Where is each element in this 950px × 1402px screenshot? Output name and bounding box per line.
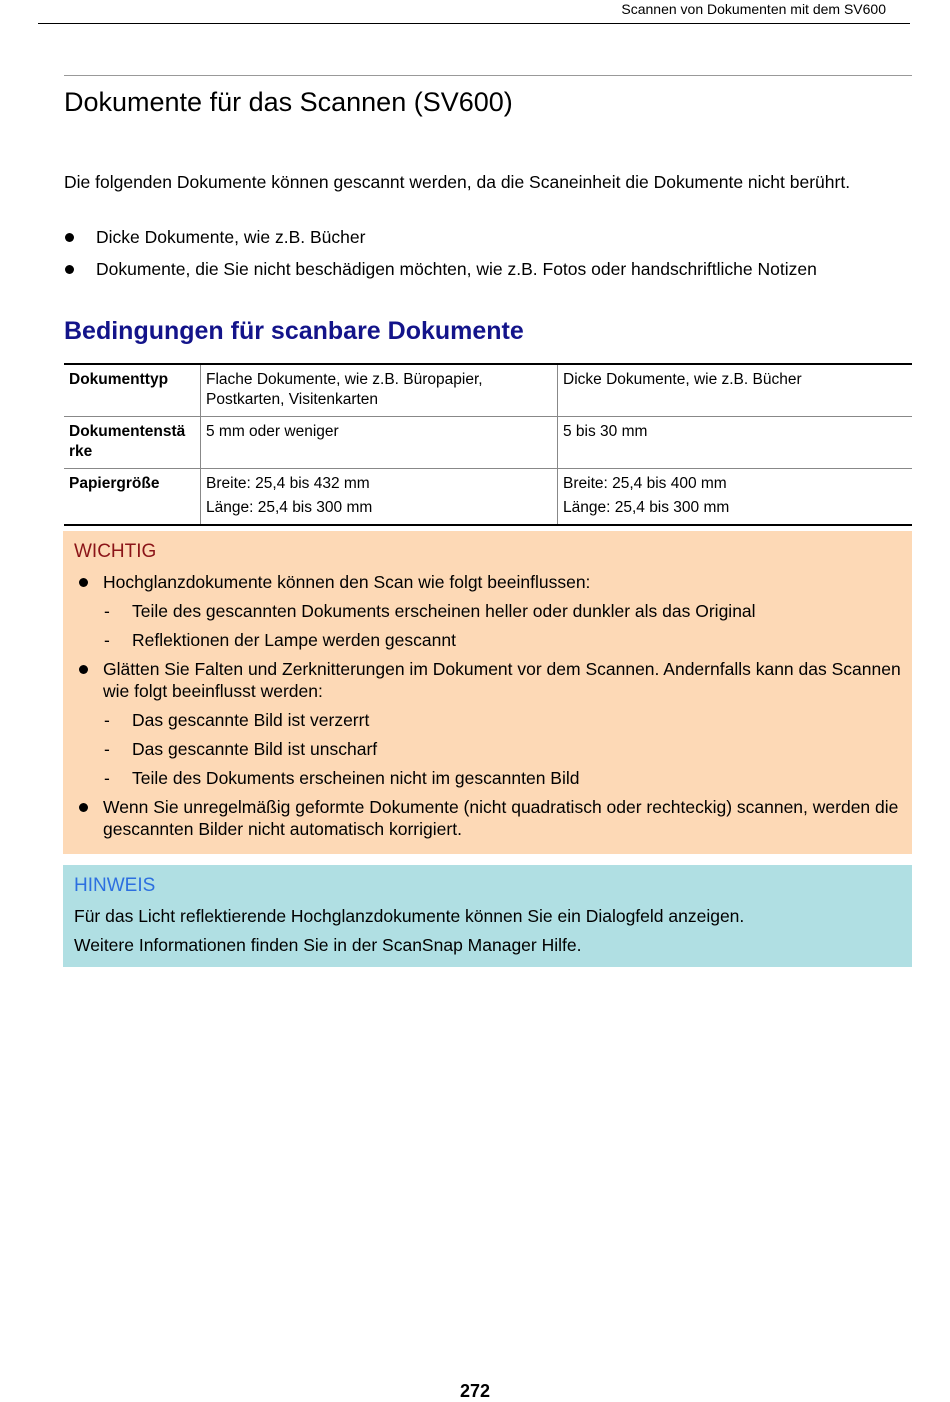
- important-box: [63, 531, 912, 854]
- hint-box: [63, 865, 912, 967]
- intro-bullet-list: [64, 226, 912, 290]
- important-list: [74, 571, 902, 840]
- list-item: Dicke Dokumente, wie z.B. Bücher: [64, 226, 912, 249]
- table-cell: [201, 417, 558, 469]
- running-header: [38, 0, 910, 24]
- intro-text: Die folgenden Dokumente können gescannt werden, da die Scaneinheit die Dokumente nicht berührt.: [64, 172, 851, 192]
- list-item: Glätten Sie Falten und Zerknitterungen im Dokument vor dem Scannen. Andernfalls kann das Scannen wie folgt beeinflusst werden:: [74, 658, 902, 702]
- sub-list-item: - Das gescannte Bild ist unscharf: [74, 738, 902, 760]
- cell-text: Breite: 25,4 bis 400 mm: [563, 475, 727, 492]
- table-cell: [201, 469, 558, 526]
- row-header: Dokumenttyp: [69, 371, 169, 388]
- running-header-title: Scannen von Dokumenten mit dem SV600: [621, 1, 886, 17]
- row-header: Papiergröße: [64, 469, 201, 526]
- table-row: [64, 469, 912, 526]
- table-cell: [558, 417, 913, 469]
- cell-text: Breite: 25,4 bis 432 mm: [206, 475, 370, 492]
- sub-list-item: - Teile des Dokuments erscheinen nicht im gescannten Bild: [74, 767, 902, 789]
- hint-text: Weitere Informationen finden Sie in der ScanSnap Manager Hilfe.: [74, 935, 582, 955]
- important-label: WICHTIG: [74, 541, 157, 562]
- cell-text: Flache Dokumente, wie z.B. Büropapier, Postkarten, Visitenkarten: [206, 371, 483, 408]
- title-rule: [64, 75, 912, 76]
- table-row: [64, 364, 912, 417]
- table-cell: [558, 364, 913, 417]
- conditions-table: [64, 363, 912, 526]
- cell-text: 5 mm oder weniger: [206, 423, 339, 440]
- section-heading: Bedingungen für scanbare Dokumente: [64, 317, 524, 345]
- cell-text: Länge: 25,4 bis 300 mm: [563, 499, 730, 516]
- list-item: Hochglanzdokumente können den Scan wie folgt beeinflussen:: [74, 571, 902, 593]
- sub-list-item: - Reflektionen der Lampe werden gescannt: [74, 629, 902, 651]
- list-item: Wenn Sie unregelmäßig geformte Dokumente (nicht quadratisch oder rechteckig) scannen, werden die gescannten Bilder nicht automatisch korrigiert.: [74, 796, 902, 840]
- table-row: [64, 417, 912, 469]
- list-item: Dokumente, die Sie nicht beschädigen möchten, wie z.B. Fotos oder handschriftliche Notizen: [64, 258, 912, 281]
- table-cell: [201, 364, 558, 417]
- cell-text: 5 bis 30 mm: [563, 423, 648, 440]
- sub-list-item: - Das gescannte Bild ist verzerrt: [74, 709, 902, 731]
- cell-text: Dicke Dokumente, wie z.B. Bücher: [563, 371, 802, 388]
- row-header: Dokumentenstä rke: [64, 417, 201, 469]
- page-number: 272: [459, 1381, 491, 1401]
- page-title: Dokumente für das Scannen (SV600): [64, 87, 513, 117]
- cell-text: Länge: 25,4 bis 300 mm: [206, 499, 373, 516]
- hint-label: HINWEIS: [74, 875, 156, 896]
- hint-text: Für das Licht reflektierende Hochglanzdokumente können Sie ein Dialogfeld anzeigen.: [74, 906, 745, 926]
- sub-list-item: - Teile des gescannten Dokuments erscheinen heller oder dunkler als das Original: [74, 600, 902, 622]
- table-cell: [558, 469, 913, 526]
